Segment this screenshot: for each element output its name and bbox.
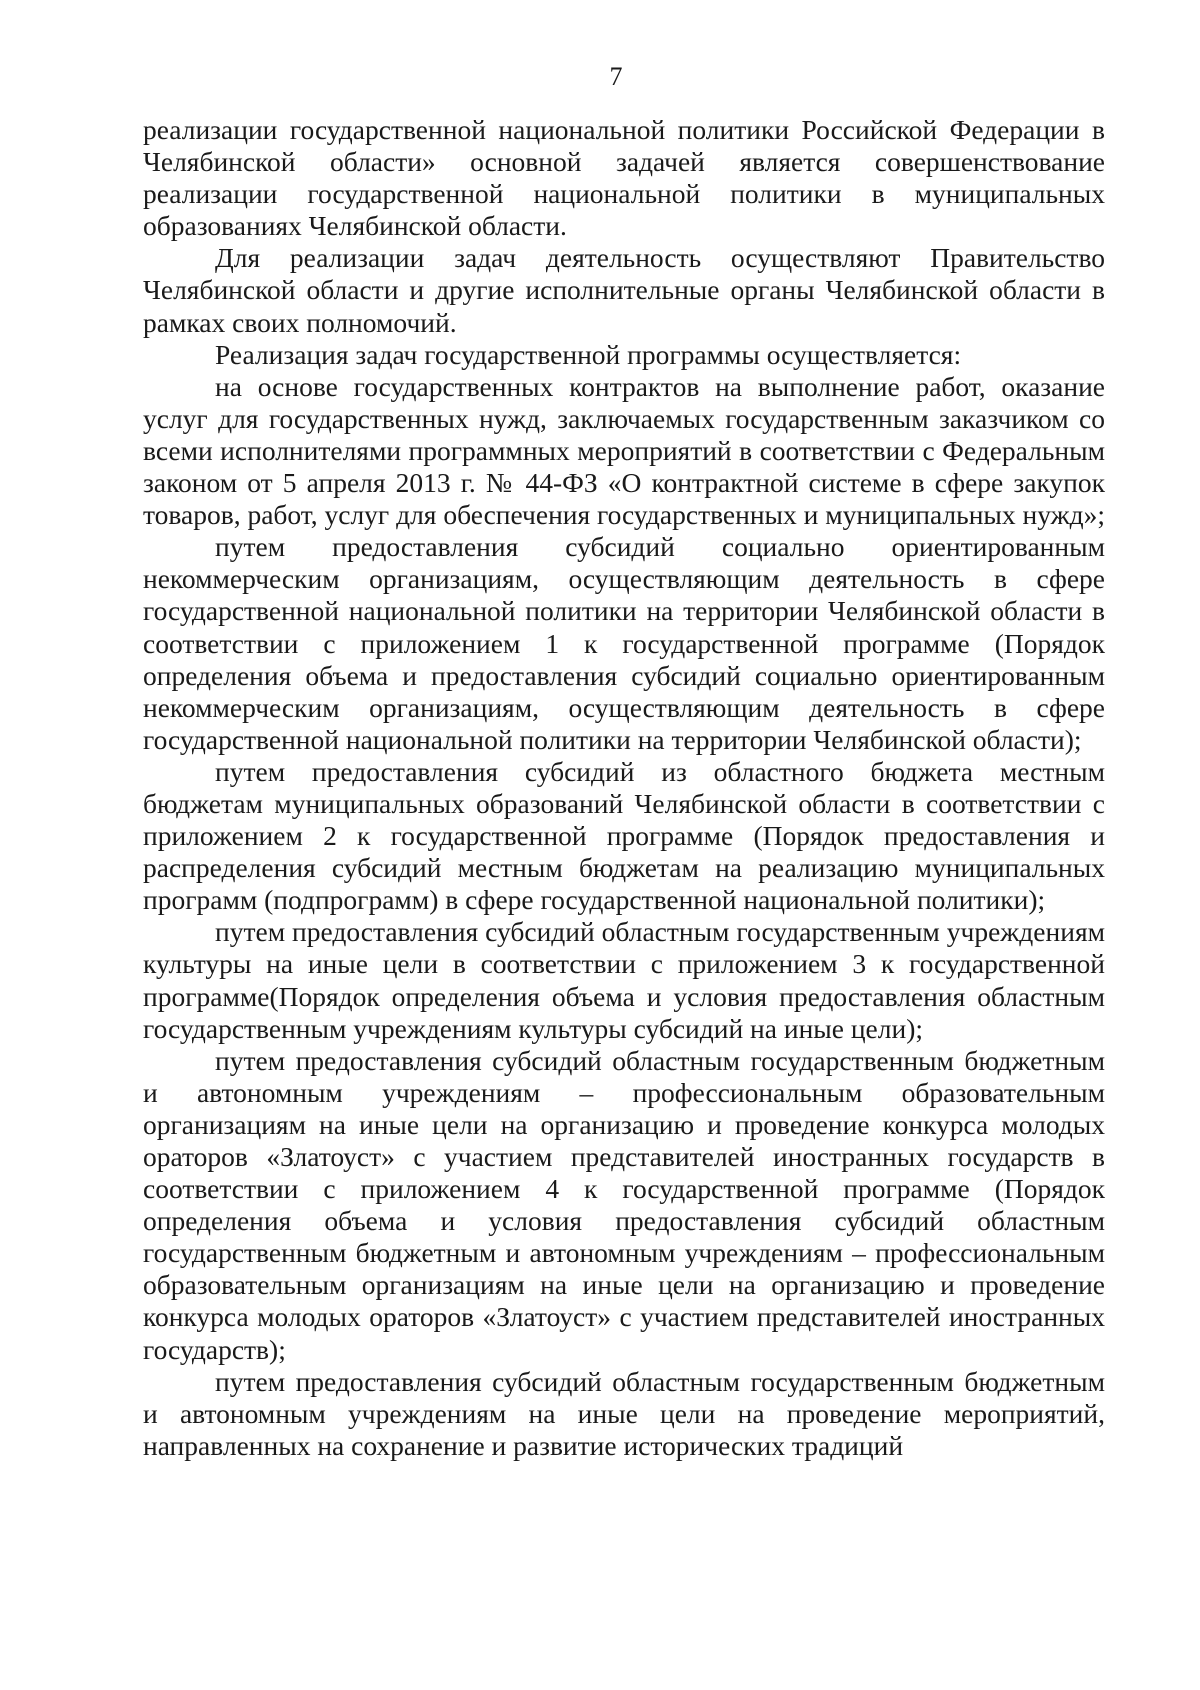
page-number: 7 bbox=[609, 62, 623, 91]
list-item-zlatoust-contest-subsidies: путем предоставления субсидий областным государственным бюджетным и автономным учреждениям – профессиональным образовательным организациям на иные цели на организацию и проведение конкурса молодых ораторов «Златоуст» с участием представителей иностранных государств в соответствии с приложением 4 к государственной программе (Порядок определения объема и условия предоставления субсидий областным государственным бюджетным и автономным учреждениям – профессиональным образовательным организациям на иные цели на организацию и проведение конкурса молодых ораторов «Златоуст» с участием представителей иностранных государств); bbox=[143, 1044, 1105, 1365]
list-item-culture-subsidies: путем предоставления субсидий областным государственным учреждениям культуры на иные цели в соответствии с приложением 3 к государственной программе(Порядок определения объема и условия предоставления областным государственным учреждениям культуры субсидий на иные цели); bbox=[143, 916, 1105, 1044]
list-item-traditions-subsidies: путем предоставления субсидий областным государственным бюджетным и автономным учреждениям на иные цели на проведение мероприятий, направленных на сохранение и развитие исторических традиций bbox=[143, 1365, 1105, 1461]
list-item-nko-subsidies: путем предоставления субсидий социально ориентированным некоммерческим организациям, осуществляющим деятельность в сфере государственной национальной политики на территории Челябинской области в соответствии с приложением 1 к государственной программе (Порядок определения объема и предоставления субсидий социально ориентированным некоммерческим организациям, осуществляющим деятельность в сфере государственной национальной политики на территории Челябинской области); bbox=[143, 531, 1105, 755]
list-item-local-budget-subsidies: путем предоставления субсидий из областного бюджета местным бюджетам муниципальных образований Челябинской области в соответствии с приложением 2 к государственной программе (Порядок предоставления и распределения субсидий местным бюджетам на реализацию муниципальных программ (подпрограмм) в сфере государственной национальной политики); bbox=[143, 755, 1105, 916]
paragraph-executors: Для реализации задач деятельность осуществляют Правительство Челябинской области и другие исполнительные органы Челябинской области в рамках своих полномочий. bbox=[143, 242, 1105, 338]
paragraph-continuation: реализации государственной национальной политики Российской Федерации в Челябинской области» основной задачей является совершенствование реализации государственной национальной политики в муниципальных образованиях Челябинской области. bbox=[143, 114, 1105, 242]
document-body bbox=[143, 114, 1105, 1462]
paragraph-implementation-intro: Реализация задач государственной программы осуществляется: bbox=[215, 338, 962, 370]
list-item-state-contracts: на основе государственных контрактов на выполнение работ, оказание услуг для государственных нужд, заключаемых государственным заказчиком со всеми исполнителями программных мероприятий в соответствии с Федеральным законом от 5 апреля 2013 г. № 44-ФЗ «О контрактной системе в сфере закупок товаров, работ, услуг для обеспечения государственных и муниципальных нужд»; bbox=[143, 370, 1106, 531]
